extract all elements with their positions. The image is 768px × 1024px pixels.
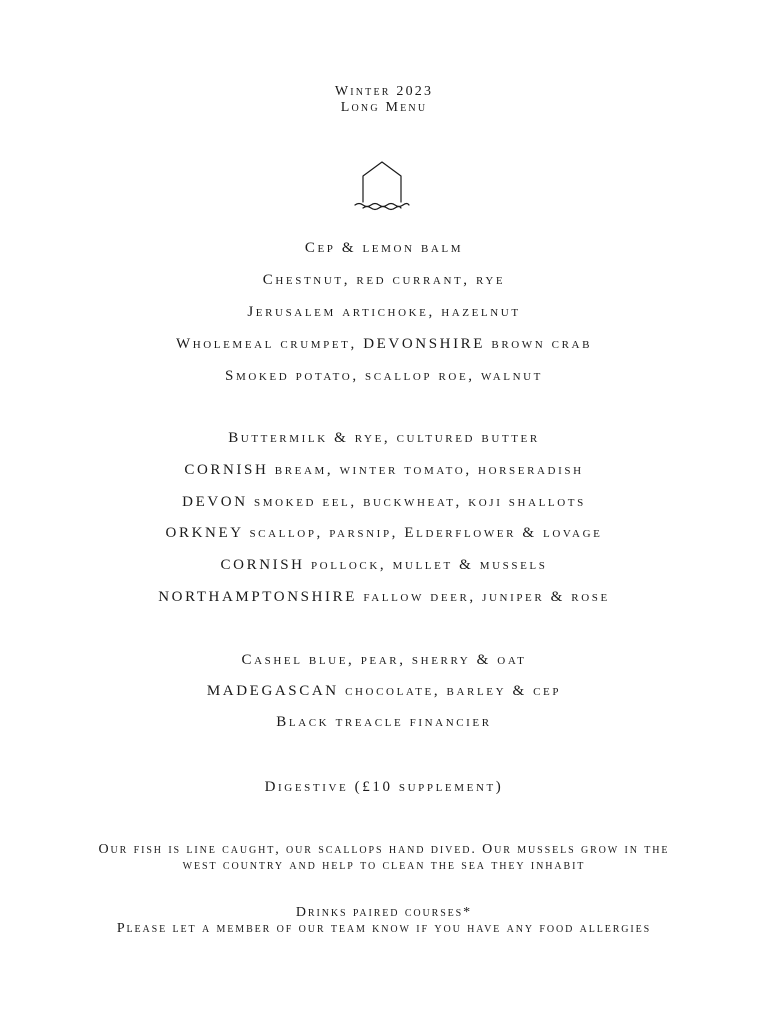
menu-item-buttermilk: Buttermilk & rye, cultured butter (228, 430, 540, 446)
menu-item-scallop: ORKNEY scallop, parsnip, Elderflower & lovage (165, 525, 603, 541)
house-on-waves-icon (354, 160, 410, 212)
menu-item-pollock: CORNISH pollock, mullet & mussels (220, 557, 548, 573)
menu-item-bream: CORNISH bream, winter tomato, horseradish (184, 462, 584, 478)
menu-item-cashel-blue: Cashel blue, pear, sherry & oat (241, 652, 527, 668)
allergy-note: Please let a member of our team know if you have any food allergies (116, 921, 652, 936)
menu-item-eel: DEVON smoked eel, buckwheat, koji shallots (182, 494, 586, 510)
menu-item-financier: Black treacle financier (276, 714, 492, 730)
menu-item-crumpet: Wholemeal crumpet, DEVONSHIRE brown crab (175, 336, 593, 352)
menu-item-digestive: Digestive (£10 supplement) (264, 779, 504, 795)
drinks-note: Drinks paired courses* (295, 905, 473, 920)
menu-item-fallow-deer: NORTHAMPTONSHIRE fallow deer, juniper & rose (158, 589, 610, 605)
menu-item-chocolate: MADEGASCAN chocolate, barley & cep (206, 683, 562, 699)
menu-season: Winter 2023 (334, 84, 434, 99)
menu-item-smoked-potato: Smoked potato, scallop roe, walnut (225, 368, 543, 384)
menu-item-jerusalem-artichoke: Jerusalem artichoke, hazelnut (247, 304, 521, 320)
sourcing-note-line2: west country and help to clean the sea they inhabit (182, 858, 586, 873)
menu-name: Long Menu (340, 100, 428, 115)
menu-item-cep: Cep & lemon balm (304, 240, 464, 256)
sourcing-note-line1: Our fish is line caught, our scallops hand dived. Our mussels grow in the (98, 842, 670, 857)
menu-item-chestnut: Chestnut, red currant, rye (262, 272, 506, 288)
